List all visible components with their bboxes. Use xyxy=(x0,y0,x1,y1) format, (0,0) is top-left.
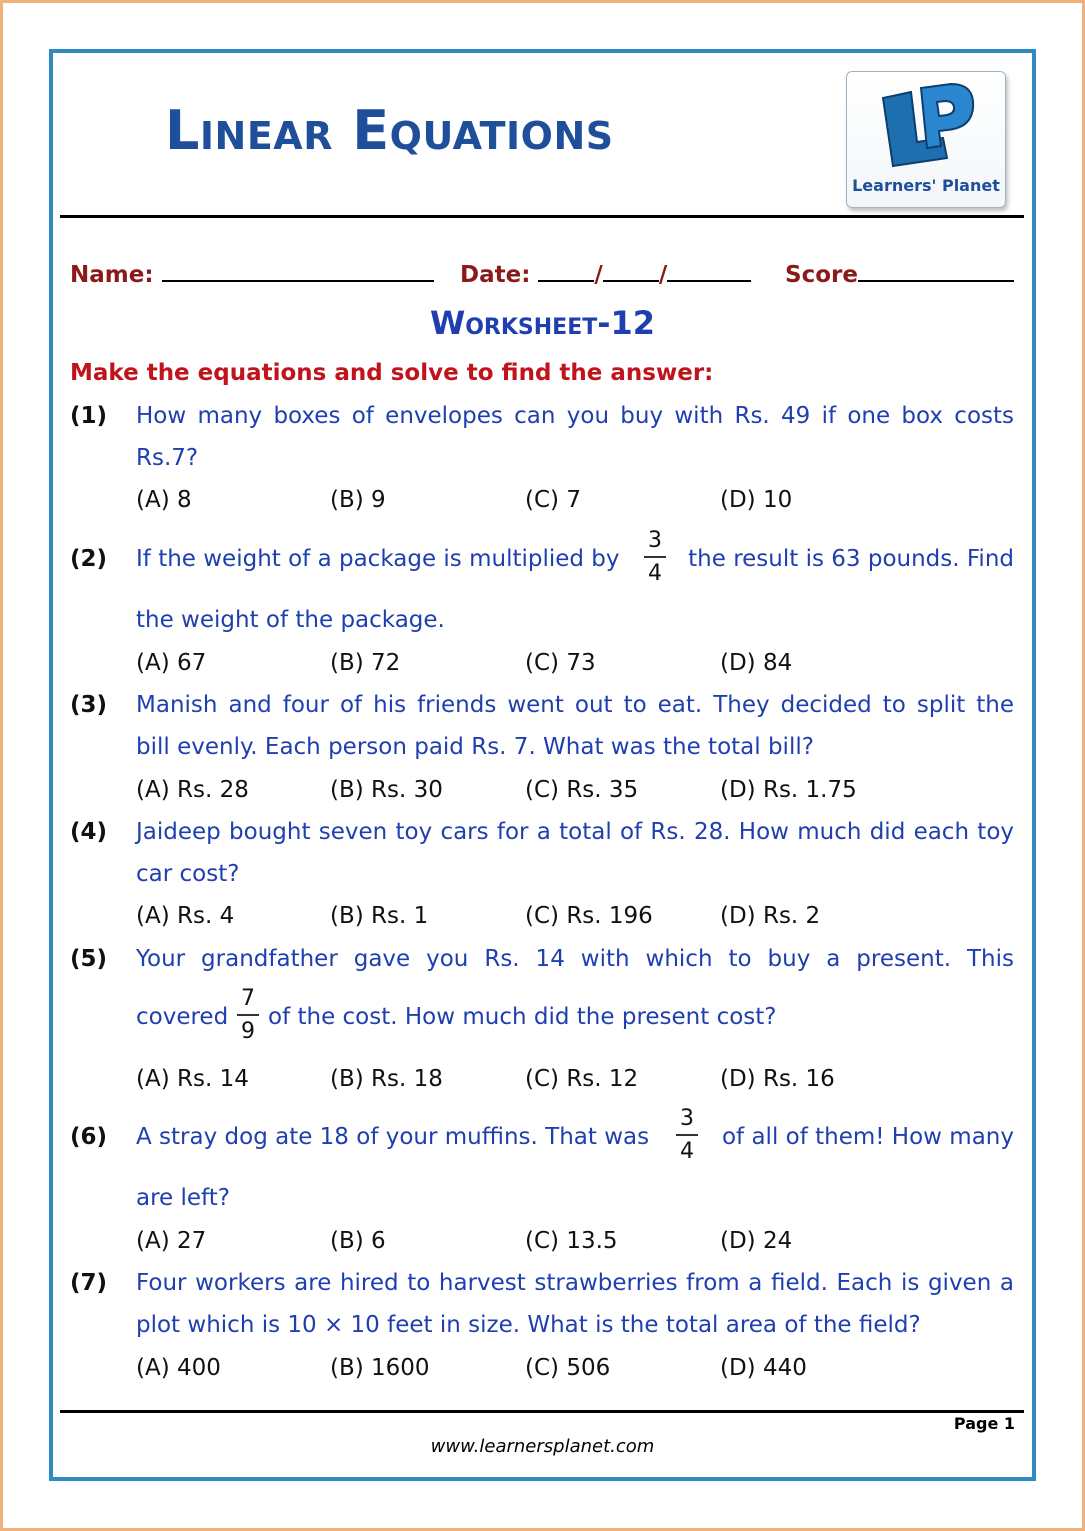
fraction xyxy=(644,528,666,587)
answer-option: (C) 73 xyxy=(525,650,596,676)
answer-option: (A) Rs. 14 xyxy=(136,1066,249,1092)
page-number: Page 1 xyxy=(953,1414,1015,1433)
page-title: Linear Equations xyxy=(165,99,614,162)
answer-option: (B) Rs. 18 xyxy=(330,1066,443,1092)
name-field xyxy=(70,256,434,292)
answer-option: (A) 400 xyxy=(136,1355,221,1381)
question-number: (5) xyxy=(70,946,108,972)
question-text: Four workers are hired to harvest strawberries from a field. Each is given a xyxy=(136,1270,1014,1296)
answer-option: (C) Rs. 12 xyxy=(525,1066,639,1092)
date-label: Date: xyxy=(460,262,531,288)
question-number: (2) xyxy=(70,546,108,572)
answer-option: (D) Rs. 16 xyxy=(720,1066,835,1092)
fraction-bar xyxy=(676,1134,698,1136)
answer-option: (C) 7 xyxy=(525,487,581,513)
learners-planet-logo xyxy=(846,71,1006,208)
question-text: car cost? xyxy=(136,861,240,887)
fraction-bar xyxy=(644,556,666,558)
question-text: Your grandfather gave you Rs. 14 with which to buy a present. This xyxy=(136,946,1014,972)
fraction-denominator: 4 xyxy=(680,1139,694,1164)
question-text: bill evenly. Each person paid Rs. 7. What was the total bill? xyxy=(136,734,814,760)
answer-option: (C) 13.5 xyxy=(525,1228,618,1254)
logo-text: Learners' Planet xyxy=(852,176,1000,195)
answer-option: (B) Rs. 1 xyxy=(330,903,429,929)
question-text: the weight of the package. xyxy=(136,607,445,633)
answer-option: (B) Rs. 30 xyxy=(330,777,443,803)
name-label: Name: xyxy=(70,262,154,288)
fraction-numerator: 3 xyxy=(648,528,662,553)
fraction-bar xyxy=(237,1014,259,1016)
question-number: (3) xyxy=(70,692,108,718)
lp-logo-icon xyxy=(877,80,977,175)
answer-option: (B) 1600 xyxy=(330,1355,430,1381)
date-year-blank xyxy=(667,256,751,282)
answer-option: (D) Rs. 1.75 xyxy=(720,777,857,803)
question-text: How many boxes of envelopes can you buy with Rs. 49 if one box costs xyxy=(136,403,1014,429)
fraction-numerator: 7 xyxy=(241,986,255,1011)
fraction xyxy=(237,986,259,1045)
answer-option: (A) 67 xyxy=(136,650,207,676)
answer-option: (C) Rs. 196 xyxy=(525,903,653,929)
score-field xyxy=(785,256,1014,292)
question-text: If the weight of a package is multiplied by xyxy=(136,546,620,572)
question-text: Rs.7? xyxy=(136,445,199,471)
question-number: (4) xyxy=(70,819,108,845)
fraction-denominator: 9 xyxy=(241,1019,255,1044)
question-text: of the cost. How much did the present cost? xyxy=(268,1004,777,1030)
score-blank xyxy=(858,256,1014,282)
question-text: the result is 63 pounds. Find xyxy=(688,546,1014,572)
answer-option: (D) Rs. 2 xyxy=(720,903,821,929)
answer-option: (B) 6 xyxy=(330,1228,386,1254)
answer-option: (A) 8 xyxy=(136,487,192,513)
answer-option: (D) 10 xyxy=(720,487,793,513)
date-month-blank xyxy=(603,256,659,282)
fraction xyxy=(676,1106,698,1165)
date-separator: / xyxy=(658,262,668,288)
question-text: are left? xyxy=(136,1185,230,1211)
fraction-numerator: 3 xyxy=(680,1106,694,1131)
answer-option: (A) 27 xyxy=(136,1228,207,1254)
answer-option: (B) 9 xyxy=(330,487,386,513)
question-number: (7) xyxy=(70,1270,108,1296)
worksheet-title: Worksheet-12 xyxy=(429,304,656,342)
footer-url: www.learnersplanet.com xyxy=(430,1436,655,1457)
question-text: covered xyxy=(136,1004,229,1030)
question-text: Manish and four of his friends went out to eat. They decided to split the xyxy=(136,692,1014,718)
question-text: Jaideep bought seven toy cars for a total of Rs. 28. How much did each toy xyxy=(136,819,1014,845)
header-divider xyxy=(60,215,1024,218)
question-number: (6) xyxy=(70,1124,108,1150)
score-label: Score xyxy=(785,262,858,288)
question-text: of all of them! How many xyxy=(721,1124,1014,1150)
footer-divider xyxy=(60,1410,1024,1413)
question-number: (1) xyxy=(70,403,108,429)
answer-option: (D) 84 xyxy=(720,650,793,676)
date-day-blank xyxy=(538,256,594,282)
date-separator: / xyxy=(594,262,603,288)
answer-option: (C) 506 xyxy=(525,1355,611,1381)
answer-option: (C) Rs. 35 xyxy=(525,777,639,803)
answer-option: (D) 24 xyxy=(720,1228,793,1254)
answer-option: (D) 440 xyxy=(720,1355,807,1381)
answer-option: (B) 72 xyxy=(330,650,401,676)
fraction-denominator: 4 xyxy=(648,561,662,586)
instruction-text: Make the equations and solve to find the answer: xyxy=(70,360,714,386)
question-text: A stray dog ate 18 of your muffins. That was xyxy=(136,1124,650,1150)
date-field xyxy=(460,256,751,292)
answer-option: (A) Rs. 28 xyxy=(136,777,249,803)
question-text: plot which is 10 × 10 feet in size. What is the total area of the field? xyxy=(136,1312,921,1338)
name-blank xyxy=(162,256,434,282)
answer-option: (A) Rs. 4 xyxy=(136,903,235,929)
